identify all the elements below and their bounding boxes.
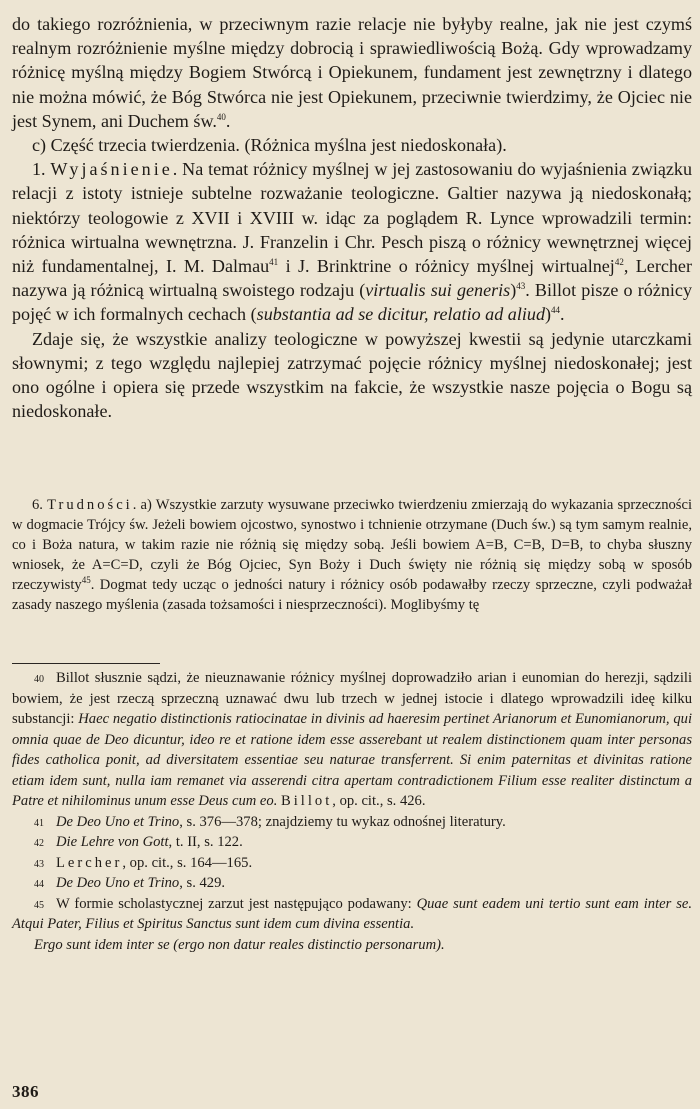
spaced-heading: Wyjaśnienie bbox=[50, 159, 173, 180]
spaced-heading: Trudności bbox=[47, 497, 133, 513]
footnote-42 bbox=[12, 832, 692, 853]
text-run: . a) Wszystkie zarzuty wysuwane przeciwko twierdzeniu zmierzają do wykazania sprzeczności w dogmacie Trójcy św. Jeżeli bowiem ojcostwo, synostwo i tchnienie otrzymane (Duch św.) są tym samym realnie, co i Boża natura, w takim razie nie różnią się między sobą. Jeśli bowiem A=B, C=B, D=B, to chyba słuszny wniosek, że A=C=D, czyli że Bóg Ojciec, Syn Boży i Duch święty nie różnią się między sobą w sposób rzeczywisty bbox=[12, 497, 692, 593]
text-run: , Lercher nazywa ją różnicą wirtualną swoistego rodzaju ( bbox=[12, 256, 692, 301]
footnote-ref: 44 bbox=[551, 305, 561, 316]
paragraph-conclusion: Zdaje się, że wszystkie analizy teologiczne w powyższej kwestii są jedynie utarczkami słownymi; z tego względu najlepiej zatrzymać pojęcie różnicy myślnej niedoskonałej; jest ono ogólne i opiera się przede wszystkim na fakcie, że wszystkie nasze pojęcia o Bogu są niedoskonałe. bbox=[12, 328, 692, 422]
footnote-41 bbox=[12, 812, 692, 833]
text-run: ) bbox=[545, 304, 552, 325]
text-run: . Dogmat tedy ucząc o jedności natury i różnicy osób podawałby rzeczy sprzeczne, czyli podważał zasady naszego myślenia (zasada tożsamości i niesprzeczności). Moglibyśmy tę bbox=[12, 577, 692, 613]
footnote-ref: 42 bbox=[614, 257, 624, 267]
text-run: , op. cit., s. 164—165. bbox=[122, 854, 253, 871]
text-run: , t. II, s. 122. bbox=[168, 834, 243, 850]
footnote-number: 40 bbox=[34, 674, 44, 685]
footnote-ref: 43 bbox=[516, 281, 526, 292]
paragraph-continuation bbox=[12, 12, 692, 133]
footnote-number: 44 bbox=[34, 879, 44, 890]
text-run: do takiego rozróżnienia, w przeciwnym razie relacje nie byłyby realne, jak nie jest czymś realnym rozróżnienie myślne między dobrocią i sprawiedliwością Bożą. Gdy wprowadzamy różnicę myślną między Bogiem Stwórcą i Opiekunem, fundament jest zewnętrzny i dlatego nie można mówić, że Bóg Stwórca nie jest Opiekunem, przeciwnie twierdzimy, że Ojciec nie jest Synem, ani Duchem św. bbox=[12, 14, 692, 131]
text-run: , s. 429. bbox=[179, 875, 226, 891]
footnote-number: 41 bbox=[34, 817, 44, 829]
text-run: . Na temat różnicy myślnej w jej zastosowaniu do wyjaśnienia związku relacji z istoty istnieje subtelne rozważanie teologiczne. Galtier nazywa ją niedoskonałą; niektórzy teologowie z XVII i XVIII w. idąc za poglądem R. Lynce wprowadzili termin: różnica wirtualna wewnętrzna. J. Franzelin i Chr. Pesch piszą o różnicy wewnętrznej więcej niż fundamentalnej, I. M. Dalmau bbox=[12, 159, 693, 277]
paragraph-difficulties bbox=[12, 495, 692, 615]
text-run: , s. 376—378; znajdziemy tu wykaz odnośnej literatury. bbox=[179, 813, 506, 830]
text-run: W formie scholastycznej zarzut jest następująco podawany: bbox=[56, 895, 417, 912]
footnote-45 bbox=[12, 894, 692, 935]
text-run: . Billot pisze o różnicy pojęć w ich formalnych cechach ( bbox=[12, 280, 692, 325]
footnote-40 bbox=[12, 668, 692, 812]
footnote-45-continuation bbox=[12, 935, 692, 956]
text-run: i J. Brinktrine o różnicy myślnej wirtualnej bbox=[278, 256, 615, 277]
book-title: De Deo Uno et Trino bbox=[56, 875, 180, 891]
footnote-number: 45 bbox=[34, 899, 44, 911]
difficulties-section bbox=[12, 495, 692, 615]
author-name: Billot bbox=[281, 793, 333, 809]
text-run: . bbox=[225, 110, 231, 131]
text-run: 1. bbox=[32, 159, 51, 180]
footnote-44 bbox=[12, 873, 692, 894]
text-run: . bbox=[560, 304, 565, 325]
footnote-ref: 45 bbox=[81, 575, 91, 586]
footnote-number: 43 bbox=[34, 858, 44, 870]
latin-quote: Haec negatio distinctionis ratiocinatae in divinis ad haeresim pertinet Arianorum et Eunomianorum, qui omnia quae de Deo dicuntur, ideo re et ratione idem esse asserebant ut realem distinctionem quam inter personas fides catholica ponit, ad diversitatem essentiae seu naturae transferrent. Si enim paternitas et divinitas ratione etiam idem sunt, nulla iam remanet via asserendi citra apertam contradictionem Filium esse realiter distinctum a Patre et nihilominus unum esse Deus cum eo. bbox=[12, 711, 692, 809]
latin-quote: Quae sunt eadem uni tertio sunt eam inter se. Atqui Pater, Filius et Spiritus Sanctus sunt idem cum divina essentia. bbox=[12, 895, 692, 932]
footnote-ref: 40 bbox=[216, 111, 226, 122]
text-run: 6. bbox=[32, 497, 48, 513]
paragraph-part-c: c) Część trzecia twierdzenia. (Różnica myślna jest niedoskonała). bbox=[32, 135, 507, 156]
main-text bbox=[12, 12, 692, 423]
footnotes bbox=[12, 668, 692, 955]
latin-term: substantia ad se dicitur, relatio ad aliud bbox=[256, 304, 545, 325]
text-run: Billot słusznie sądzi, że nieuznawanie różnicy myślnej doprowadziło arian i eunomian do herezji, sądzili bowiem, że jest rzeczą sprzeczną uznawać dwu lub trzech w jednej istocie i dlatego wprowadzili ideę kilku substancji: bbox=[12, 670, 692, 727]
footnote-43 bbox=[12, 853, 692, 874]
footnote-separator bbox=[12, 663, 160, 664]
author-name: Lercher bbox=[56, 854, 123, 871]
text-run: ) bbox=[510, 280, 517, 301]
latin-quote: Ergo sunt idem inter se (ergo non datur reales distinctio personarum). bbox=[34, 936, 445, 953]
page-number: 386 bbox=[12, 1082, 39, 1101]
footnote-ref: 41 bbox=[269, 257, 279, 267]
text-run: , op. cit., s. 426. bbox=[332, 793, 426, 809]
paragraph-explanation bbox=[12, 157, 692, 326]
book-title: De Deo Uno et Trino bbox=[56, 813, 180, 830]
footnote-number: 42 bbox=[34, 838, 44, 849]
book-title: Die Lehre von Gott bbox=[56, 834, 169, 850]
latin-term: virtualis sui generis bbox=[365, 280, 511, 301]
